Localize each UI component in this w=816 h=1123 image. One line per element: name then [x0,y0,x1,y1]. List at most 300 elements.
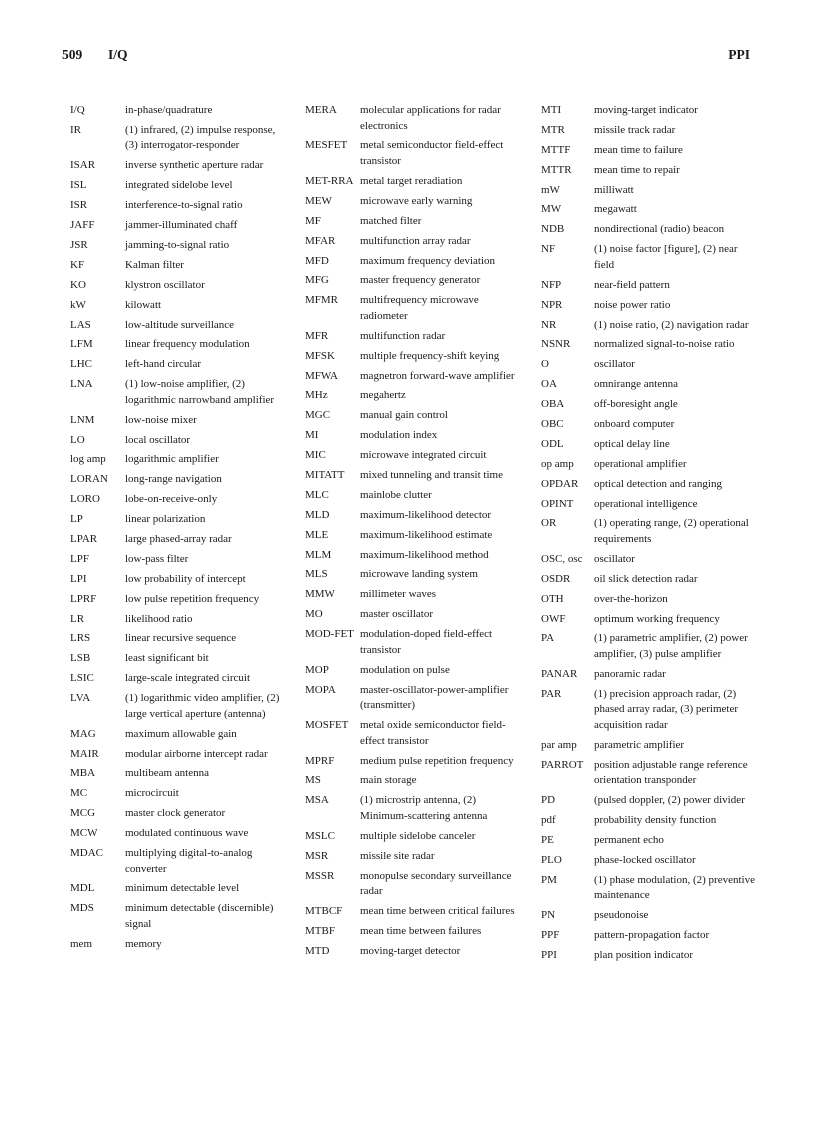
definition: maximum-likelihood estimate [360,528,493,541]
definition: multiplying digital-to-analog converter [125,846,253,875]
definition: (1) noise ratio, (2) navigation radar [594,318,749,331]
definition: multifrequency microwave radiometer [360,294,479,322]
definition: near-field pattern [594,278,670,291]
definition: manual gain control [360,409,448,422]
abbreviation: MBA [70,767,96,780]
page-header [62,47,750,67]
abbreviation: LPAR [70,533,98,545]
glossary-entry [70,258,285,274]
glossary-entry [305,528,520,544]
abbreviation: MESFET [305,139,348,152]
abbreviation: MOPA [305,683,336,696]
definition: master frequency generator [360,274,481,287]
definition: panoramic radar [594,667,666,680]
glossary-entry [541,738,756,754]
definition: mean time to repair [594,163,680,176]
definition: over-the-horizon [594,592,668,605]
abbreviation: PM [541,873,557,886]
definition: left-hand circular [125,358,202,371]
glossary-entry [541,318,756,334]
abbreviation: MIC [305,449,326,462]
abbreviation: MFD [305,254,329,267]
glossary-column-1 [70,103,285,957]
glossary-entry [541,183,756,199]
glossary-entry [305,607,520,623]
glossary-entry [70,357,285,373]
definition: low-altitude surveillance [125,318,235,331]
abbreviation: MTTR [541,163,572,176]
definition: microwave integrated circuit [360,449,487,462]
abbreviation: MFSK [305,349,335,362]
glossary-entry [305,627,520,658]
glossary-entry [70,766,285,782]
glossary-entry [305,849,520,865]
abbreviation: MITATT [305,469,345,482]
definition: multiple sidelobe canceler [360,829,476,842]
glossary-entry [541,667,756,683]
abbreviation: OPDAR [541,477,579,490]
abbreviation: O [541,358,549,371]
definition: least significant bit [125,652,209,665]
glossary-entry [541,222,756,238]
glossary-entry [305,793,520,824]
abbreviation: MDAC [70,846,104,859]
abbreviation: PANAR [541,667,578,680]
glossary-entry [541,813,756,829]
definition: moving-target detector [360,944,461,957]
glossary-entry [541,143,756,159]
glossary-entry [70,826,285,842]
abbreviation: MOD-FET [305,628,354,641]
abbreviation: LORAN [70,473,108,486]
abbreviation: MTBCF [305,905,343,918]
glossary-entry [541,908,756,924]
glossary-entry [305,194,520,210]
definition: mean time to failure [594,143,683,156]
definition: logarithmic amplifier [125,453,219,466]
definition: missile track radar [594,123,676,136]
abbreviation: NFP [541,278,562,291]
definition: memory [125,937,162,950]
abbreviation: MF [305,214,321,227]
abbreviation: OR [541,517,557,530]
definition: pseudonoise [594,909,649,922]
abbreviation: MEW [305,194,332,207]
abbreviation: MO [305,608,323,621]
glossary-entry [305,468,520,484]
definition: (1) phase modulation, (2) preventive maintenance [594,873,755,902]
definition: likelihood ratio [125,612,193,625]
definition: multifunction radar [360,329,446,342]
glossary-entry [305,293,520,324]
definition: lobe-on-receive-only [125,493,218,506]
glossary-entry [70,103,285,119]
glossary-entry [305,683,520,714]
definition: linear frequency modulation [125,338,250,351]
glossary-entry [70,218,285,234]
glossary-entry [305,428,520,444]
glossary-entry [305,754,520,770]
glossary-entry [541,516,756,547]
definition: local oscillator [125,433,191,446]
definition: normalized signal-to-noise ratio [594,338,735,351]
glossary-entry [305,408,520,424]
abbreviation: NR [541,318,557,331]
definition: minimum detectable level [125,882,240,895]
glossary-entry [541,612,756,628]
definition: megawatt [594,203,637,216]
glossary-entry [541,497,756,513]
definition: microwave landing system [360,568,478,581]
glossary-entry [70,901,285,932]
definition: microcircuit [125,787,179,800]
abbreviation: kW [70,298,86,311]
abbreviation: MFWA [305,369,339,382]
glossary-column-2 [305,103,520,964]
abbreviation: MPRF [305,754,335,767]
definition: Kalman filter [125,258,184,271]
abbreviation: LPRF [70,592,97,605]
definition: operational intelligence [594,497,698,510]
definition: low pulse repetition frequency [125,592,260,605]
glossary-entry [541,417,756,433]
glossary-entry [70,238,285,254]
abbreviation: MMW [305,588,335,601]
glossary-entry [305,567,520,583]
definition: maximum-likelihood detector [360,508,492,521]
glossary-entry [70,937,285,953]
header-first-term: I/Q [108,47,128,62]
glossary-entry [541,572,756,588]
abbreviation: LSIC [70,672,94,685]
abbreviation: pdf [541,814,556,827]
abbreviation: LR [70,612,85,625]
abbreviation: op amp [541,457,574,470]
glossary-entry [70,671,285,687]
glossary-entry [70,631,285,647]
abbreviation: MCG [70,807,96,820]
definition: position adjustable range reference orientation transponder [594,758,748,787]
abbreviation: MTD [305,944,330,957]
abbreviation: PPF [541,929,560,942]
definition: moving-target indicator [594,104,698,116]
definition: monopulse secondary surveillance radar [360,869,512,898]
abbreviation: OSC, osc [541,552,583,565]
glossary-entry [70,492,285,508]
glossary-entry [70,452,285,468]
definition: kilowatt [125,298,162,311]
glossary-entry [70,806,285,822]
definition: medium pulse repetition frequency [360,754,514,767]
glossary-entry [70,592,285,608]
abbreviation: MSA [305,794,329,807]
definition: long-range navigation [125,473,222,486]
abbreviation: MSSR [305,869,335,882]
glossary-entry [541,853,756,869]
definition: oscillator [594,358,635,371]
definition: linear polarization [125,513,206,526]
definition: low probability of intercept [125,572,246,585]
definition: pattern-propagation factor [594,929,710,942]
abbreviation: PARROT [541,758,584,771]
definition: multifunction array radar [360,234,471,247]
definition: matched filter [360,214,422,227]
glossary-entry [70,881,285,897]
page-number: 509 [62,47,83,62]
glossary-entry [305,587,520,603]
abbreviation: NDB [541,223,565,236]
abbreviation: MTTF [541,143,571,156]
abbreviation: OBA [541,398,565,411]
definition: parametric amplifier [594,738,685,751]
abbreviation: MHz [305,389,328,402]
glossary-entry [305,448,520,464]
glossary-entry [305,254,520,270]
glossary-entry [70,278,285,294]
glossary-entry [70,691,285,722]
glossary-entry [541,242,756,273]
glossary-entry [305,718,520,749]
definition: modulation-doped field-effect transistor [360,628,493,656]
definition: operational amplifier [594,457,687,470]
glossary-entry [70,298,285,314]
abbreviation: log amp [70,453,106,466]
definition: (1) operating range, (2) operational requirements [594,517,749,545]
glossary-entry [305,508,520,524]
abbreviation: MSR [305,849,329,862]
glossary-entry [305,369,520,385]
glossary-entry [541,103,756,119]
glossary-entry [541,687,756,734]
glossary-entry [541,833,756,849]
glossary-entry [541,928,756,944]
abbreviation: JAFF [70,219,95,232]
glossary-entry [541,437,756,453]
glossary-entry [70,433,285,449]
abbreviation: NPR [541,298,563,311]
glossary-entry [70,337,285,353]
glossary-entry [541,457,756,473]
definition: oil slick detection radar [594,572,698,585]
definition: master oscillator [360,608,434,621]
definition: mean time between failures [360,924,482,937]
abbreviation: OTH [541,592,564,605]
glossary-entry [70,651,285,667]
abbreviation: KO [70,278,86,291]
definition: millimeter waves [360,588,437,601]
abbreviation: ISR [70,199,88,212]
abbreviation: KF [70,258,85,271]
glossary-entry [541,477,756,493]
definition: multibeam antenna [125,767,209,780]
abbreviation: I/Q [70,104,85,116]
definition: (1) precision approach radar, (2) phased array radar, (3) perimeter acquisition radar [594,687,739,732]
abbreviation: LHC [70,358,92,371]
glossary-entry [305,869,520,900]
abbreviation: MTI [541,104,562,116]
definition: nondirectional (radio) beacon [594,223,725,236]
glossary-entry [305,904,520,920]
definition: mainlobe clutter [360,488,432,501]
abbreviation: LFM [70,338,93,351]
abbreviation: OBC [541,417,564,430]
glossary-entry [541,758,756,789]
glossary-entry [305,138,520,169]
definition: modular airborne intercept radar [125,747,268,760]
abbreviation: MDS [70,902,94,915]
definition: oscillator [594,552,635,565]
glossary-entry [541,357,756,373]
abbreviation: PLO [541,853,562,866]
definition: microwave early warning [360,194,473,207]
definition: interference-to-signal ratio [125,199,243,212]
definition: (1) infrared, (2) impulse response, (3) interrogator-responder [125,123,276,152]
glossary-entry [541,278,756,294]
definition: (1) noise factor [figure], (2) near field [594,243,738,271]
definition: mixed tunneling and transit time [360,469,503,482]
definition: klystron oscillator [125,278,205,291]
abbreviation: LPF [70,552,89,565]
definition: probability density function [594,814,717,827]
glossary-entry [305,924,520,940]
abbreviation: MLD [305,508,330,521]
glossary-entry [70,846,285,877]
abbreviation: MOSFET [305,719,349,732]
definition: permanent echo [594,834,664,847]
abbreviation: MSLC [305,829,335,842]
abbreviation: MCW [70,827,98,840]
definition: optimum working frequency [594,612,720,625]
abbreviation: MAIR [70,747,99,760]
definition: low-pass filter [125,552,189,565]
abbreviation: MFAR [305,234,336,247]
abbreviation: NF [541,243,556,256]
definition: (1) low-noise amplifier, (2) logarithmic narrowband amplifier [125,378,275,406]
definition: low-noise mixer [125,413,197,426]
glossary-entry [541,123,756,139]
abbreviation: MAG [70,727,96,740]
glossary-entry [305,273,520,289]
definition: megahertz [360,389,406,402]
definition: (1) logarithmic video amplifier, (2) large vertical aperture (antenna) [125,692,280,720]
abbreviation: JSR [70,238,88,251]
glossary-entry [70,612,285,628]
glossary-entry [70,747,285,763]
definition: maximum allowable gain [125,727,237,740]
abbreviation: MI [305,429,319,442]
glossary-entry [541,337,756,353]
definition: onboard computer [594,417,675,430]
abbreviation: MLE [305,528,329,541]
glossary-entry [305,488,520,504]
glossary-entry [305,388,520,404]
glossary-entry [70,178,285,194]
abbreviation: MERA [305,104,337,116]
abbreviation: ISL [70,179,87,192]
glossary-entry [70,532,285,548]
definition: plan position indicator [594,949,693,962]
abbreviation: MS [305,774,321,787]
glossary-entry [305,174,520,190]
glossary-entry [541,873,756,904]
abbreviation: LSB [70,652,91,665]
glossary-entry [305,103,520,134]
abbreviation: ISAR [70,159,96,172]
glossary-entry [70,512,285,528]
abbreviation: MLS [305,568,328,581]
abbreviation: MGC [305,409,331,422]
definition: master clock generator [125,807,226,820]
definition: maximum frequency deviation [360,254,496,267]
definition: maximum-likelihood method [360,548,489,561]
definition: missile site radar [360,849,435,862]
glossary-entry [305,944,520,960]
glossary-column-3 [541,103,756,968]
abbreviation: MLC [305,488,329,501]
abbreviation: MC [70,787,88,800]
abbreviation: MW [541,203,562,216]
abbreviation: MFMR [305,294,339,307]
glossary-entry [70,318,285,334]
glossary-entry [541,793,756,809]
abbreviation: OPINT [541,497,574,510]
definition: modulation on pulse [360,663,450,676]
abbreviation: PN [541,909,556,922]
definition: jammer-illuminated chaff [125,219,238,232]
abbreviation: PE [541,834,554,847]
abbreviation: LNM [70,413,95,426]
abbreviation: OWF [541,612,566,625]
definition: master-oscillator-power-amplifier (transmitter) [360,683,509,712]
abbreviation: MTBF [305,924,335,937]
abbreviation: MLM [305,548,332,561]
glossary-entry [305,663,520,679]
abbreviation: mW [541,183,560,196]
definition: (1) microstrip antenna, (2) Minimum-scattering antenna [360,794,488,822]
glossary-entry [305,329,520,345]
abbreviation: IR [70,123,81,136]
abbreviation: MDL [70,882,95,895]
glossary-entry [70,552,285,568]
definition: optical delay line [594,437,670,450]
abbreviation: OSDR [541,572,571,585]
definition: optical detection and ranging [594,477,722,490]
glossary-entry [541,592,756,608]
definition: linear recursive sequence [125,632,237,645]
glossary-entry [541,552,756,568]
definition: magnetron forward-wave amplifier [360,369,515,382]
glossary-entry [70,198,285,214]
glossary-entry [541,163,756,179]
abbreviation: LNA [70,378,93,391]
abbreviation: PA [541,632,555,645]
definition: inverse synthetic aperture radar [125,159,264,172]
abbreviation: OA [541,378,557,391]
abbreviation: MET-RRA [305,174,354,187]
abbreviation: LORO [70,493,100,506]
glossary-entry [70,472,285,488]
definition: large-scale integrated circuit [125,672,251,685]
abbreviation: PPI [541,949,557,962]
abbreviation: MTR [541,123,565,136]
glossary-entry [305,234,520,250]
abbreviation: par amp [541,738,577,751]
definition: molecular applications for radar electronics [360,104,501,132]
abbreviation: LAS [70,318,91,331]
glossary-entry [70,158,285,174]
abbreviation: LO [70,433,85,446]
glossary-entry [541,377,756,393]
